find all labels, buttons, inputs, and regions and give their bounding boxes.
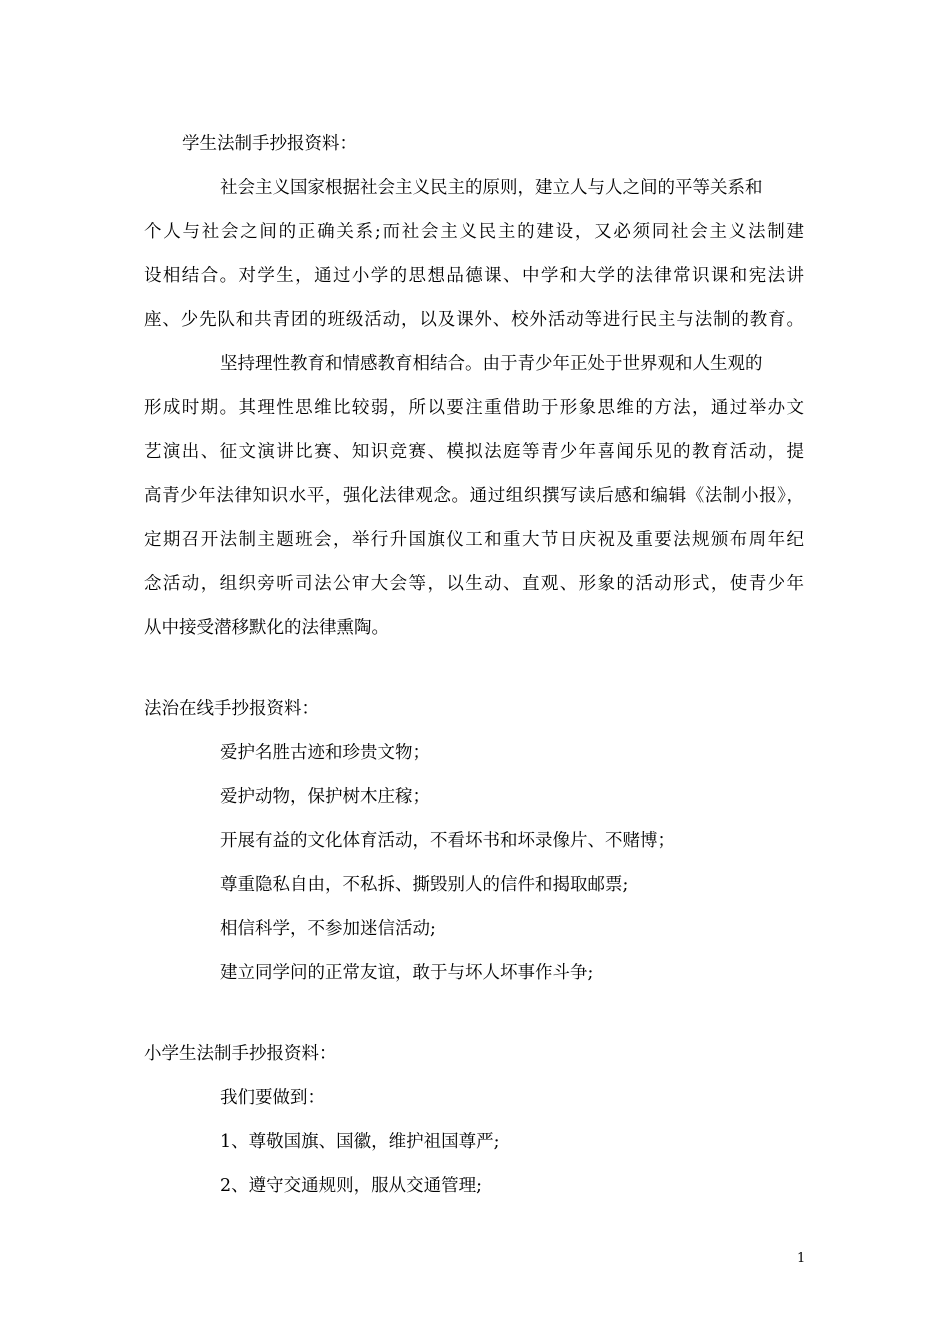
list-item: 尊重隐私自由，不私拆、撕毁别人的信件和揭取邮票; xyxy=(220,875,629,895)
list-item: 相信科学，不参加迷信活动; xyxy=(220,919,436,939)
list-item: 爱护名胜古迹和珍贵文物； xyxy=(220,743,430,763)
paragraph-line: 从中接受潜移默化的法律熏陶。 xyxy=(144,618,389,638)
paragraph-line: 高青少年法律知识水平，强化法律观念。通过组织撰写读后感和编辑《法制小报》， xyxy=(144,486,804,506)
paragraph-line: 形成时期。其理性思维比较弱，所以要注重借助于形象思维的方法，通过举办文 xyxy=(144,398,804,418)
list-item: 建立同学问的正常友谊，敢于与坏人坏事作斗争; xyxy=(220,963,594,983)
list-item: 我们要做到： xyxy=(220,1088,325,1108)
paragraph-line: 定期召开法制主题班会，举行升国旗仪工和重大节日庆祝及重要法规颁布周年纪 xyxy=(144,530,804,550)
list-item: 开展有益的文化体育活动，不看坏书和坏录像片、不赌博； xyxy=(220,831,675,851)
paragraph-line: 个人与社会之间的正确关系;而社会主义民主的建设，又必须同社会主义法制建 xyxy=(144,222,804,242)
section-heading-primary-legal: 小学生法制手抄报资料： xyxy=(144,1044,337,1064)
paragraph-line: 坚持理性教育和情感教育相结合。由于青少年正处于世界观和人生观的 xyxy=(220,354,763,374)
section-heading-legal-online: 法治在线手抄报资料： xyxy=(144,699,319,719)
paragraph-line: 念活动，组织旁听司法公审大会等，以生动、直观、形象的活动形式，使青少年 xyxy=(144,574,804,594)
section-heading-student-legal: 学生法制手抄报资料： xyxy=(182,134,357,154)
list-item: 爱护动物，保护树木庄稼； xyxy=(220,787,430,807)
list-item: 2、遵守交通规则，服从交通管理; xyxy=(220,1176,483,1196)
list-item: 1、尊敬国旗、国徽，维护祖国尊严; xyxy=(220,1132,500,1152)
paragraph-line: 艺演出、征文演讲比赛、知识竞赛、模拟法庭等青少年喜闻乐见的教育活动，提 xyxy=(144,442,804,462)
page-number: 1 xyxy=(797,1251,806,1266)
paragraph-line: 社会主义国家根据社会主义民主的原则，建立人与人之间的平等关系和 xyxy=(220,178,763,198)
paragraph-line: 设相结合。对学生，通过小学的思想品德课、中学和大学的法律常识课和宪法讲 xyxy=(144,266,804,286)
paragraph-line: 座、少先队和共青团的班级活动，以及课外、校外活动等进行民主与法制的教育。 xyxy=(144,310,804,330)
